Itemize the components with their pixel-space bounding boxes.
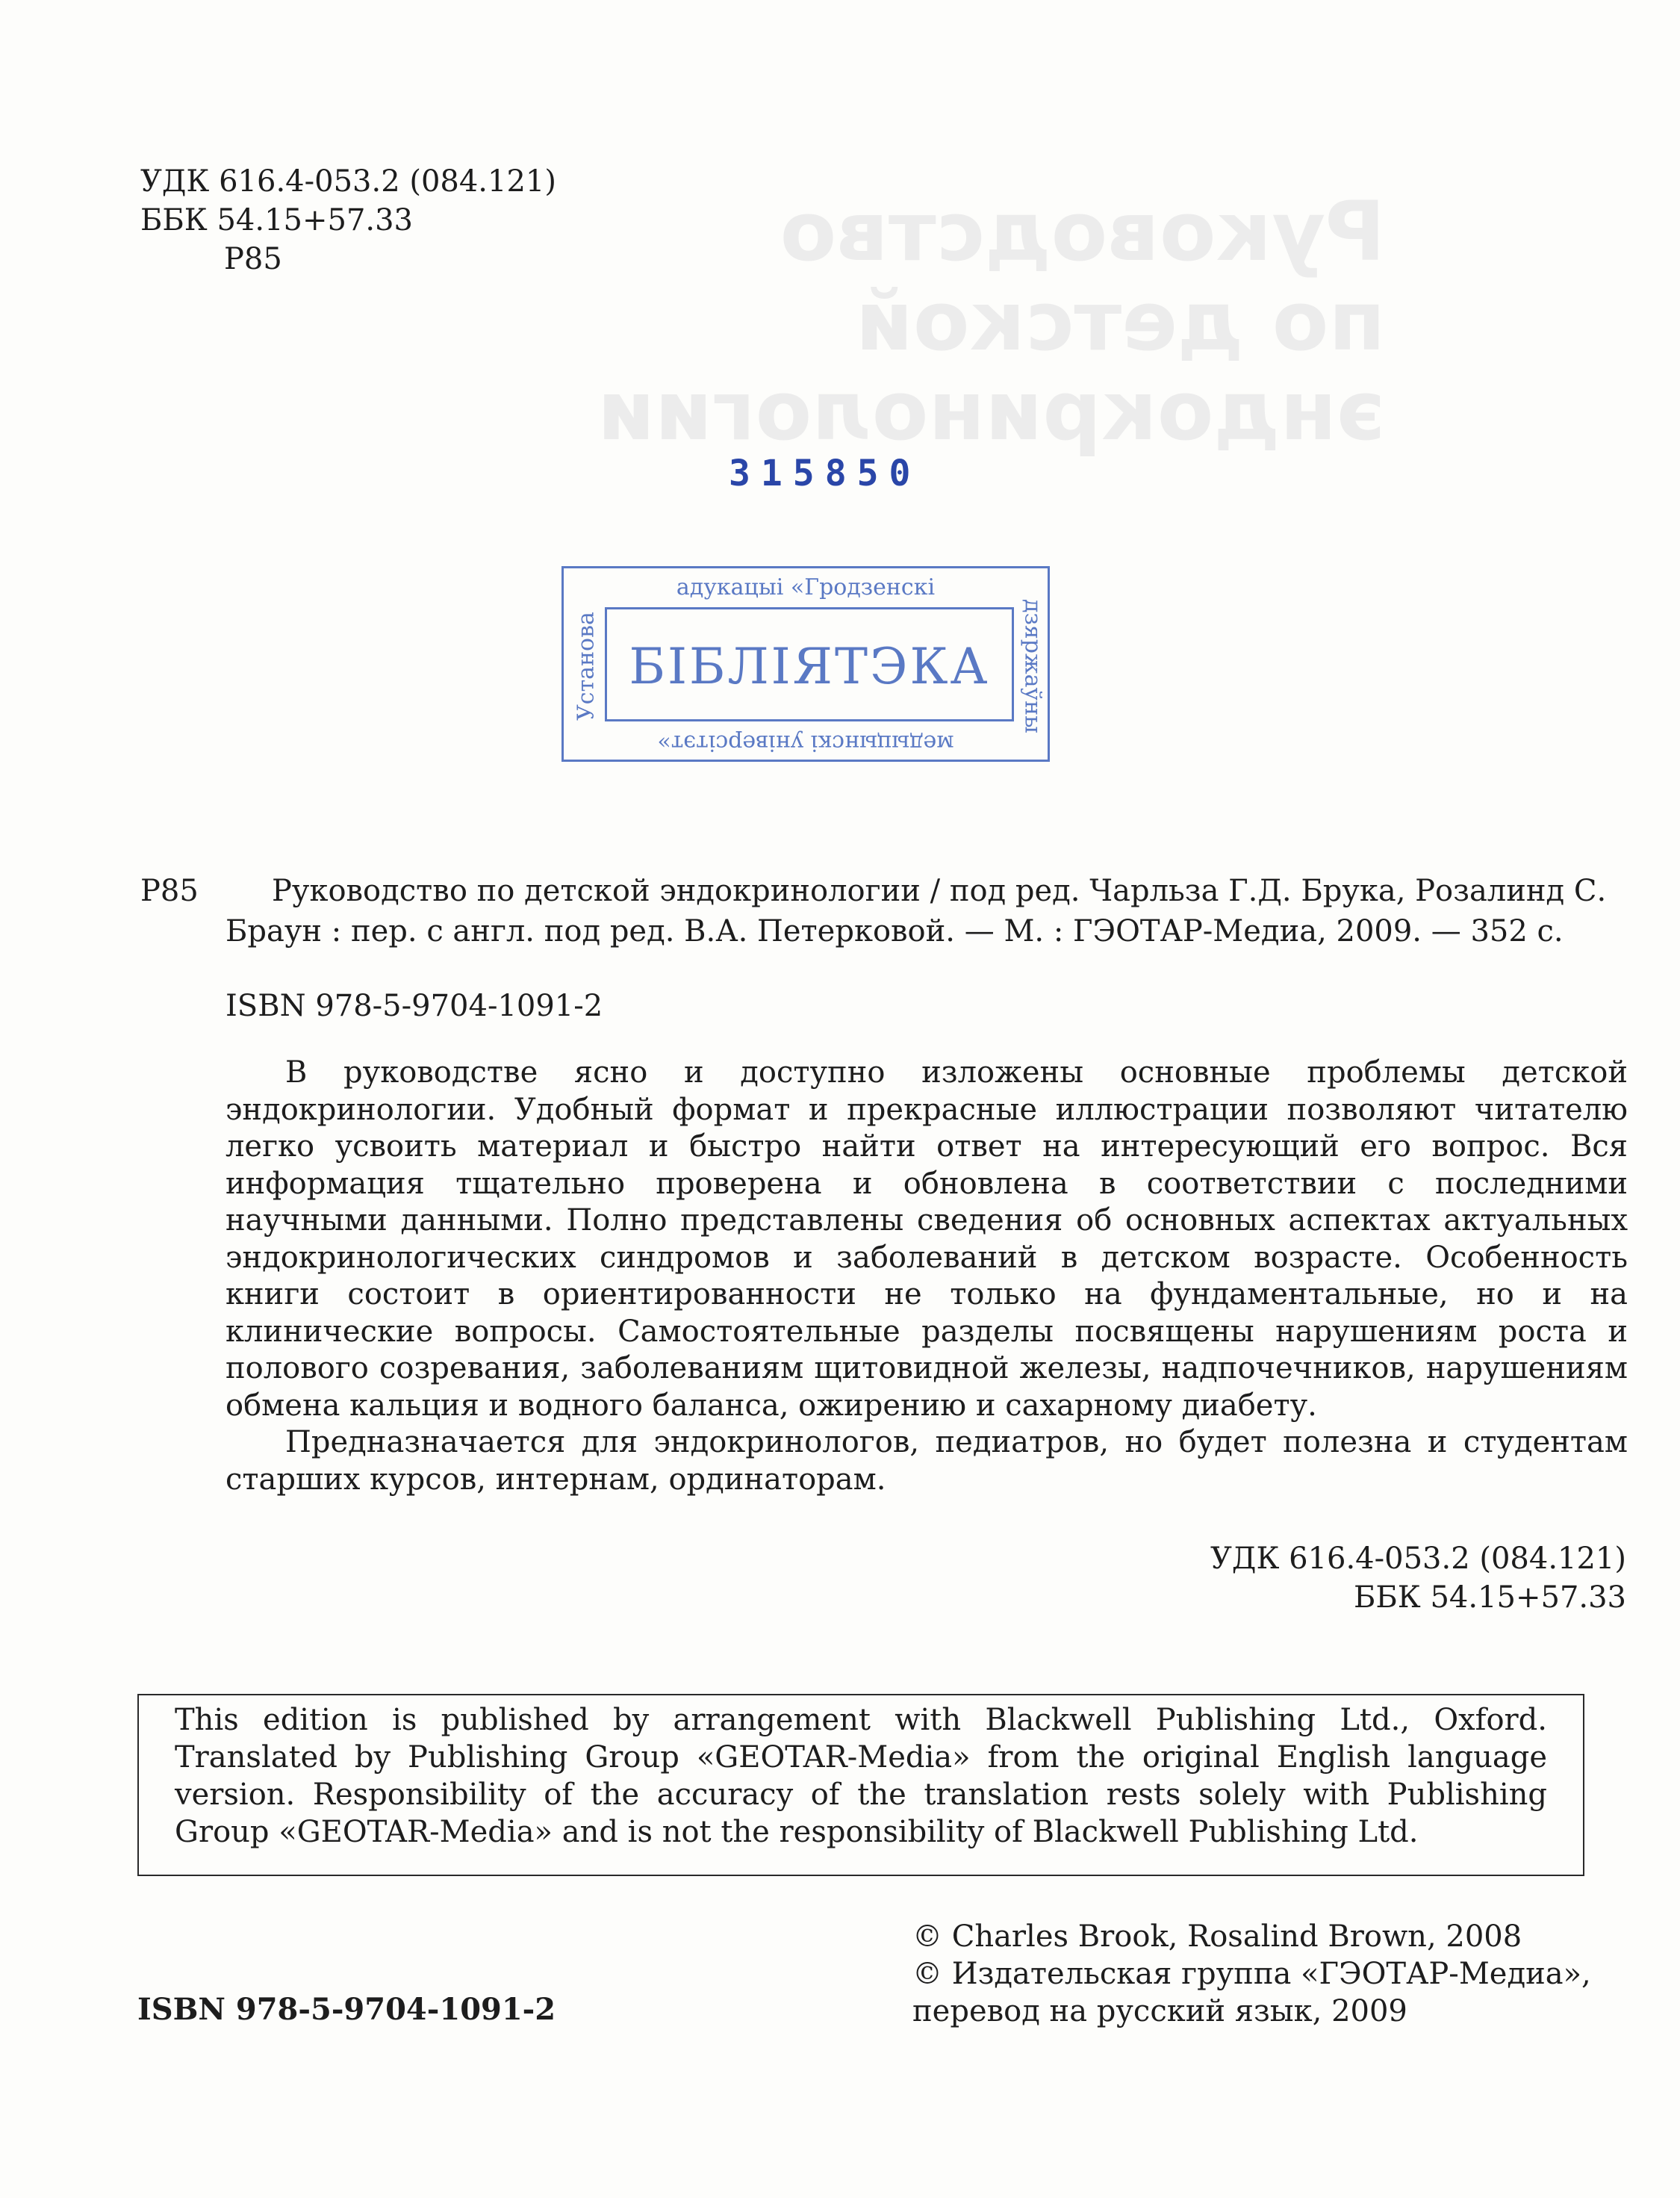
annotation-paragraph: В руководстве ясно и доступно изложены основные проблемы детской эндокринологии. Удобный формат и прекрасные иллюстрации позволяют читателю легко усвоить материал и быстро найти ответ на интересующий его вопрос. Вся информация тщательно проверена и обновлена в соответствии с последними научными данными. Полно представлены сведения об основных аспектах актуальных эндокринологических синдромов и заболеваний в детском возрасте. Особенность книги состоит в ориентированности не только на фундаментальные, но и на клинические вопросы. Самостоятельные разделы посвящены нарушениям роста и полового созревания, заболеваниям щитовидной железы, надпочечников, нарушениям обмена кальция и водного баланса, ожирению и сахарному диабету. xyxy=(225,1055,1628,1423)
top-classification-codes xyxy=(140,163,556,279)
stamp-title: БІБЛІЯТЭКА xyxy=(629,638,990,695)
record-line-2: Браун : пер. с англ. под ред. В.А. Петерковой. — М. : ГЭОТАР-Медиа, 2009. — 352 с. xyxy=(225,914,1564,949)
bbk-code: ББК 54.15+57.33 xyxy=(1354,1580,1626,1615)
udk-code: УДК 616.4-053.2 (084.121) xyxy=(1210,1542,1626,1576)
record-author-mark: Р85 xyxy=(140,874,199,908)
record-line-1: Руководство по детской эндокринологии / под ред. Чарльза Г.Д. Брука, Розалинд С. xyxy=(272,874,1607,908)
stamp-bottom-text: медыцынскі універсітэт» xyxy=(657,730,954,756)
copyright-line: © Charles Brook, Rosalind Brown, 2008 xyxy=(912,1919,1522,1954)
annotation xyxy=(225,1055,1628,1498)
annotation-paragraph: Предназначается для эндокринологов, педиатров, но будет полезна и студентам старших курсов, интернам, ординаторам. xyxy=(225,1425,1628,1497)
show-through-title: Руководство по детской эндокринологии xyxy=(597,184,1386,459)
stamp-right-text: дзяржаўны xyxy=(1019,599,1046,733)
bottom-classification-codes xyxy=(1210,1540,1626,1618)
inventory-number: 315850 xyxy=(729,453,921,494)
bbk-code: ББК 54.15+57.33 xyxy=(140,203,413,238)
library-stamp xyxy=(561,566,1050,762)
stamp-top-text: адукацыі «Гродзенскі xyxy=(676,574,936,600)
copyright-line: © Издательская группа «ГЭОТАР-Медиа», xyxy=(912,1957,1591,1991)
isbn-bottom: ISBN 978-5-9704-1091-2 xyxy=(137,1992,556,2027)
record-isbn: ISBN 978-5-9704-1091-2 xyxy=(225,989,603,1023)
publication-notice: This edition is published by arrangement with Blackwell Publishing Ltd., Oxford. Translated by Publishing Group «GEOTAR-Media» from the original English language version. Responsibility of the accuracy of the translation rests solely with Publishing Group «GEOTAR-Media» and is not the responsibility of Blackwell Publishing Ltd. xyxy=(137,1694,1584,1876)
stamp-left-text: Установа xyxy=(573,612,600,721)
author-mark: Р85 xyxy=(224,242,282,276)
copyright-block xyxy=(912,1918,1591,2030)
udk-code: УДК 616.4-053.2 (084.121) xyxy=(140,164,556,199)
copyright-line: перевод на русский язык, 2009 xyxy=(912,1994,1407,2028)
stamp-inner-frame xyxy=(605,607,1014,721)
